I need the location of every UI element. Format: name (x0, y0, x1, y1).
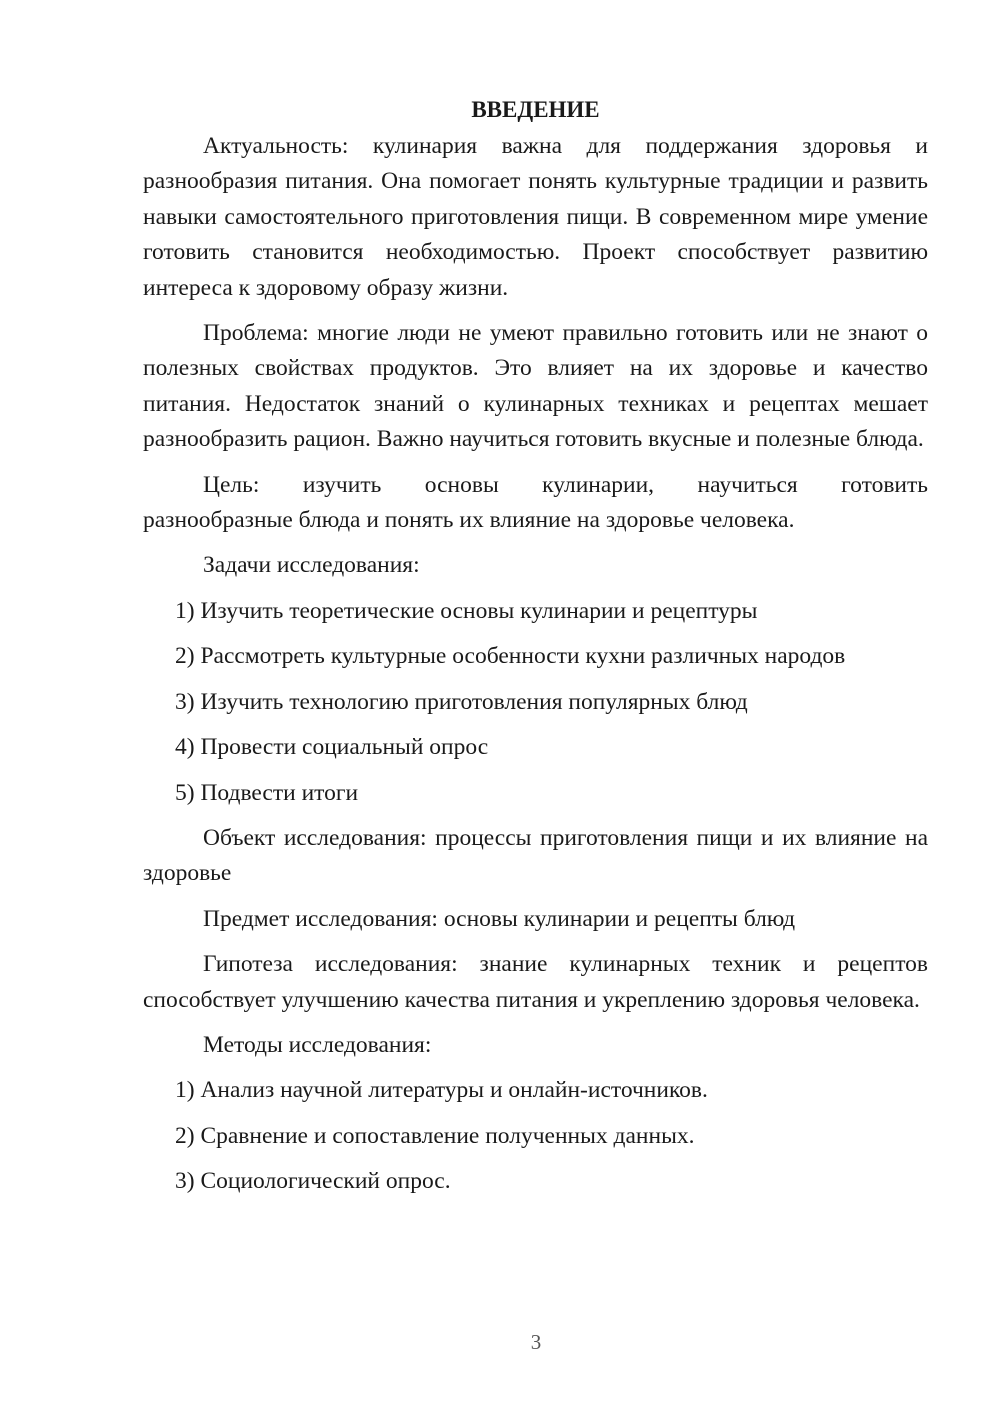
actuality-paragraph: Актуальность: кулинария важна для поддержания здоровья и разнообразия питания. Она помогает понять культурные традиции и развить навыки самостоятельного приготовления пищи. В современном мире умение готовить становится необходимостью. Проект способствует развитию интереса к здоровому образу жизни. (143, 133, 928, 301)
hypothesis-paragraph: Гипотеза исследования: знание кулинарных техник и рецептов способствует улучшению качества питания и укреплению здоровья человека. (143, 951, 928, 1013)
goal-paragraph (143, 468, 928, 539)
task-item: 2) Рассмотреть культурные особенности кухни различных народов (175, 643, 846, 670)
tasks-heading: Задачи исследования: (203, 552, 420, 579)
page-number: 3 (530, 1330, 542, 1354)
task-item: 5) Подвести итоги (175, 779, 359, 806)
page-title: ВВЕДЕНИЕ (471, 97, 600, 122)
method-item: 3) Социологический опрос. (175, 1168, 451, 1195)
methods-heading: Методы исследования: (203, 1031, 432, 1058)
problem-paragraph: Проблема: многие люди не умеют правильно готовить или не знают о полезных свойствах продуктов. Это влияет на их здоровье и качество питания. Недостаток знаний о кулинарных техниках и рецептах мешает разнообразить рацион. Важно научиться готовить вкусные и полезные блюда. (143, 320, 928, 453)
goal-line-1: Цель: изучить основы кулинарии, научиться готовить (203, 471, 928, 498)
method-item: 1) Анализ научной литературы и онлайн-источников. (175, 1077, 708, 1104)
task-item: 1) Изучить теоретические основы кулинарии и рецептуры (175, 597, 758, 624)
task-item: 4) Провести социальный опрос (175, 734, 489, 761)
goal-line-2: разнообразные блюда и понять их влияние на здоровье человека. (143, 507, 795, 534)
document-page (143, 92, 928, 1210)
method-item: 2) Сравнение и сопоставление полученных данных. (175, 1122, 695, 1149)
object-paragraph: Объект исследования: процессы приготовления пищи и их влияние на здоровье (143, 824, 928, 887)
task-item: 3) Изучить технологию приготовления популярных блюд (175, 688, 748, 715)
subject-paragraph: Предмет исследования: основы кулинарии и рецепты блюд (203, 905, 796, 932)
